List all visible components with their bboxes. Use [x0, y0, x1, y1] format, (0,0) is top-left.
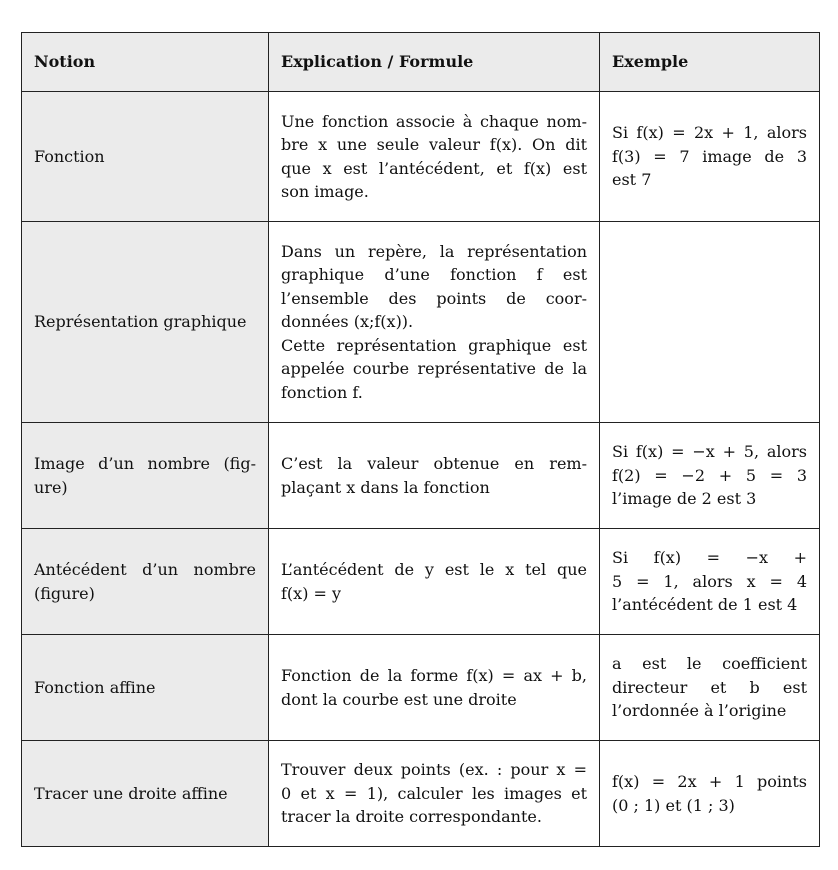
- text-line: l’antécédent de 1 est 4: [612, 595, 798, 615]
- table-row: [22, 741, 820, 847]
- text-line: Image d’un nombre (fig-: [34, 454, 256, 473]
- notion-cell: Fonction: [22, 92, 269, 222]
- document-page: [21, 32, 820, 847]
- text-line: f(3) = 7 image de 3: [612, 146, 807, 166]
- explication-cell: [269, 529, 600, 635]
- text-line: 5 = 1, alors x = 4: [612, 571, 807, 591]
- notion-cell: [22, 529, 269, 635]
- text-line: (0 ; 1) et (1 ; 3): [612, 795, 735, 815]
- text-line: f(x) = y: [281, 583, 342, 603]
- text-line: Antécédent d’un nombre: [34, 560, 256, 579]
- text-line: Fonction de la forme f(x) = ax + b,: [281, 666, 587, 685]
- text-line: plaçant x dans la fonction: [281, 477, 490, 497]
- explication-cell: [269, 423, 600, 529]
- text-line: f(x) = 2x + 1 points: [612, 772, 807, 791]
- notion-cell: Tracer une droite affine: [22, 741, 269, 847]
- exemple-cell: [600, 635, 820, 741]
- notion-cell: Fonction affine: [22, 635, 269, 741]
- text-line: f(2) = −2 + 5 = 3: [612, 465, 807, 485]
- text-line: dont la courbe est une droite: [281, 689, 517, 709]
- table-header-row: [22, 33, 820, 92]
- header-notion: Notion: [22, 33, 269, 92]
- text-line: (figure): [34, 583, 95, 603]
- text-line: Une fonction associe à chaque nom-: [281, 111, 587, 131]
- text-line: Si f(x) = −x +: [612, 548, 807, 568]
- text-line: C’est la valeur obtenue en rem-: [281, 454, 587, 473]
- exemple-cell: [600, 741, 820, 847]
- table-row: [22, 423, 820, 529]
- text-line: appelée courbe représentative de la: [281, 359, 587, 379]
- text-line: l’ordonnée à l’origine: [612, 701, 787, 721]
- text-line: Dans un repère, la représentation: [281, 241, 587, 261]
- exemple-cell: [600, 529, 820, 635]
- text-line: est 7: [612, 170, 652, 190]
- text-line: Trouver deux points (ex. : pour x =: [281, 760, 587, 780]
- exemple-cell: [600, 92, 820, 222]
- text-line: ure): [34, 477, 68, 497]
- explication-cell: [269, 92, 600, 222]
- text-line: que x est l’antécédent, et f(x) est: [281, 158, 587, 178]
- text-line: tracer la droite correspondante.: [281, 807, 542, 827]
- text-line: Si f(x) = −x + 5, alors: [612, 442, 807, 462]
- table-row: [22, 635, 820, 741]
- exemple-cell-empty: [600, 222, 820, 423]
- notion-cell: [22, 423, 269, 529]
- text-line: a est le coefficient: [612, 654, 807, 674]
- exemple-cell: [600, 423, 820, 529]
- text-line: directeur et b est: [612, 677, 807, 697]
- text-line: données (x;f(x)).: [281, 312, 414, 332]
- text-line: Cette représentation graphique est: [281, 335, 587, 355]
- notion-cell: Représentation graphique: [22, 222, 269, 423]
- header-exemple: Exemple: [600, 33, 820, 92]
- text-line: 0 et x = 1), calculer les images et: [281, 783, 587, 803]
- explication-cell: [269, 222, 600, 423]
- notions-table: [21, 32, 820, 847]
- explication-cell: [269, 741, 600, 847]
- text-line: l’image de 2 est 3: [612, 489, 757, 509]
- text-line: bre x une seule valeur f(x). On dit: [281, 135, 587, 154]
- text-line: L’antécédent de y est le x tel que: [281, 560, 587, 579]
- table-row: [22, 529, 820, 635]
- text-line: l’ensemble des points de coor-: [281, 288, 587, 308]
- text-line: graphique d’une fonction f est: [281, 265, 587, 285]
- explication-cell: [269, 635, 600, 741]
- table-row: [22, 222, 820, 423]
- text-line: son image.: [281, 182, 369, 201]
- header-explication: Explication / Formule: [269, 33, 600, 92]
- text-line: Si f(x) = 2x + 1, alors: [612, 123, 807, 143]
- text-line: fonction f.: [281, 382, 363, 402]
- table-row: [22, 92, 820, 222]
